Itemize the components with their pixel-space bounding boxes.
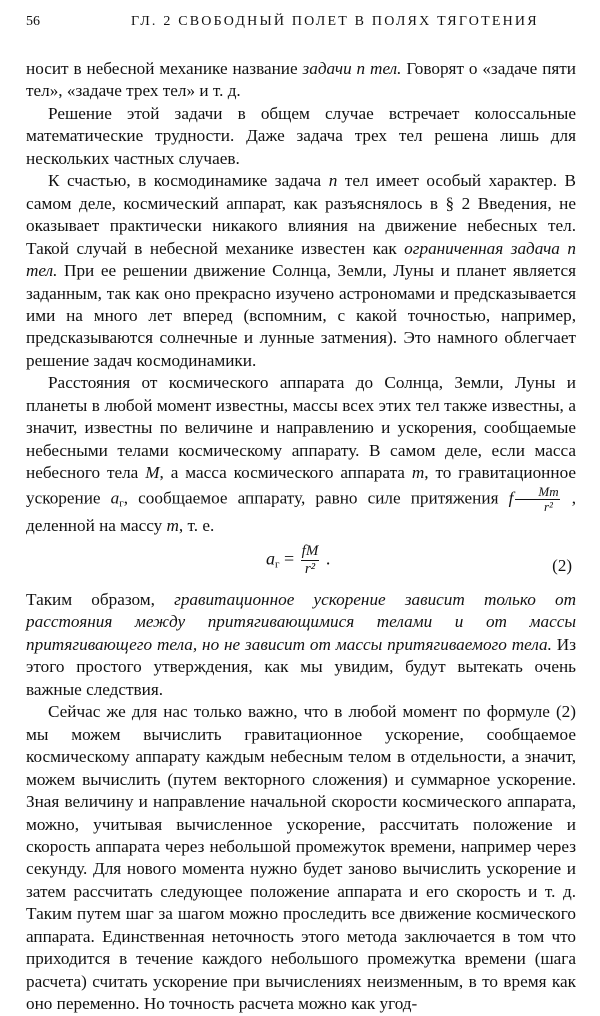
fraction-denominator: r² bbox=[304, 560, 316, 577]
paragraph-2: Решение этой задачи в общем случае встречает колоссальные математические трудности. Даже задача трех тел решена лишь для нескольких частных случаев. bbox=[26, 103, 576, 168]
equation-expression bbox=[266, 543, 330, 578]
equals-sign: = bbox=[279, 548, 299, 569]
var-n: n bbox=[328, 171, 338, 191]
page-body bbox=[26, 58, 576, 1016]
text: Говорят о «задаче пяти тел», «задаче трех тел» и т. д. bbox=[26, 59, 577, 101]
text: При ее решении движение Солнца, Земли, Луны и планет является заданным, так как оно прекрасно изучено астрономами и предсказывается ими на много лет вперед (вспомним, с какой точностью, например, предсказываются солнечные и лунные затмения). Это намного облегчает решение задач космодинамики. bbox=[26, 261, 576, 370]
var-a: a bbox=[110, 488, 120, 508]
term-n-body-problem: задачи n тел. bbox=[302, 59, 402, 78]
period: . bbox=[321, 548, 331, 569]
text: тел имеет особый характер. В самом деле, космический аппарат, как разъяснялось в § 2 Введения, не оказывает практически никакого влияния на движение небесных тел. Такой случай в небесной механике известен как bbox=[26, 171, 576, 258]
var-f: f bbox=[508, 488, 514, 508]
chapter-title: ГЛ. 2 СВОБОДНЫЙ ПОЛЕТ В ПОЛЯХ ТЯГОТЕНИЯ bbox=[131, 14, 539, 29]
paragraph-1 bbox=[26, 58, 576, 103]
paragraph-6: Сейчас же для нас только важно, что в любой момент по формуле (2) мы можем вычислить гравитационное ускорение, сообщаемое космическому аппарату каждым небесным телом в отдельности, а значит, можем вычислить (путем векторного сложения) и суммарное ускорение. Зная величину и направление начальной скорости космического аппарата, можно, учитывая вычисленное ускорение, рассчитать положение и скорость аппарата через небольшой промежуток времени, например через секунду. Для нового момента нужно будет заново вычислить ускорение и затем рассчитать следующее положение аппарата и его скорость и т. д. Таким путем шаг за шагом можно проследить все движение космического аппарата. Единственная неточность этого метода заключается в том что приходится в течение каждого небольшого промежутка времени (шага расчета) считать ускорение при вычислениях неизменным, в то время как оно переменно. Но точность расчета можно как угод- bbox=[26, 702, 576, 1014]
fraction-numerator: Mm bbox=[515, 485, 559, 500]
text: , сообщаемое аппарату, равно силе притяжения bbox=[123, 488, 509, 508]
fraction-denominator: r² bbox=[544, 498, 553, 514]
var-m: m bbox=[411, 463, 425, 483]
page-number: 56 bbox=[26, 14, 40, 29]
equation-2 bbox=[26, 537, 576, 589]
text: , деленной на массу bbox=[26, 488, 576, 535]
term-restricted-problem: ограниченная задача n тел. bbox=[26, 238, 576, 281]
text: , а масса космического аппарата bbox=[159, 463, 412, 483]
fraction-numerator: fM bbox=[301, 542, 319, 559]
var-M: M bbox=[145, 463, 160, 483]
key-statement: гравитационное ускорение зависит только от расстояния между притягивающимися телами и от массы притягивающего тела, но не зависит от массы притягиваемого тела. bbox=[26, 589, 576, 654]
paragraph-4 bbox=[26, 372, 576, 537]
text: носит в небесной механике название bbox=[26, 59, 303, 78]
var-a: a bbox=[266, 548, 275, 569]
equation-fraction bbox=[301, 543, 320, 578]
var-m: m bbox=[166, 515, 179, 535]
paragraph-5 bbox=[26, 589, 576, 701]
equation-number: (2) bbox=[552, 555, 572, 575]
subscript: г bbox=[119, 497, 124, 510]
inline-fraction bbox=[515, 485, 559, 514]
text: , т. е. bbox=[178, 515, 215, 535]
text: , то гравитационное ускорение bbox=[26, 463, 577, 508]
paragraph-3 bbox=[26, 170, 576, 372]
text: Расстояния от космического аппарата до Солнца, Земли, Луны и планеты в любой момент известны, массы всех этих тел также известны, а значит, известны по величине и направлению и ускорения, сообщаемые небесными телами космическому аппарату. В самом деле, если масса небесного тела bbox=[26, 373, 576, 483]
text: Таким образом, bbox=[26, 589, 175, 609]
subscript: г bbox=[275, 558, 280, 571]
text: К счастью, в космодинамике задача bbox=[48, 171, 329, 191]
text: Из этого простого утверждения, как мы увидим, будут вытекать очень важные следствия. bbox=[26, 634, 576, 699]
